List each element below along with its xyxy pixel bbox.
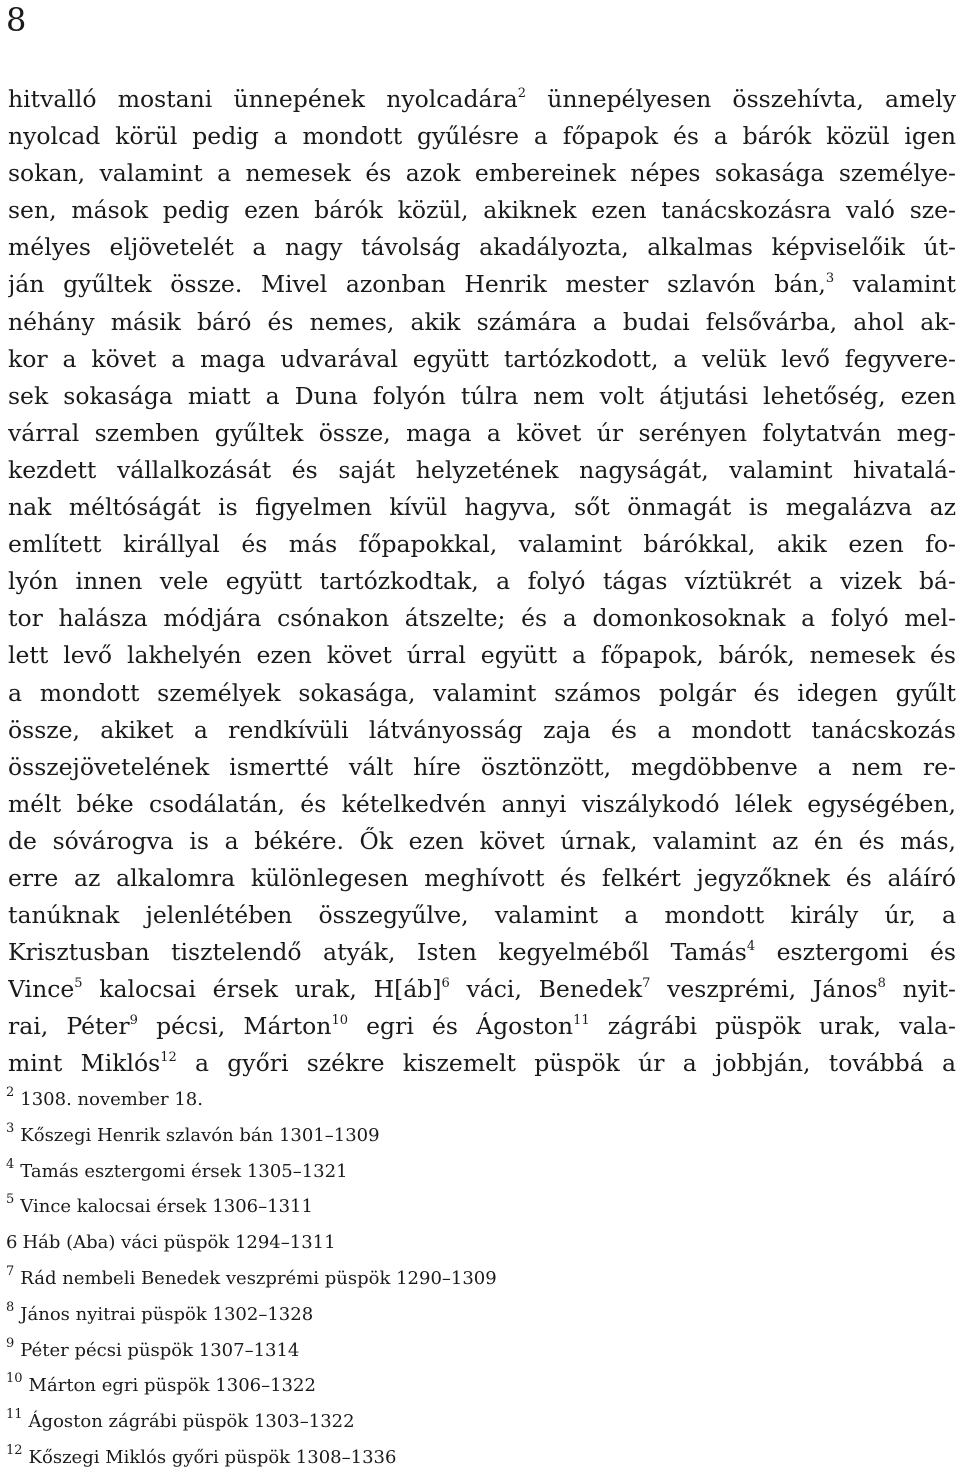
text-line xyxy=(8,712,956,749)
footnote-number: 3 xyxy=(6,1120,15,1136)
footnote-text: Ágoston zágrábi püspök 1303–1322 xyxy=(28,1411,355,1433)
text-segment: nyolcad körül pedig a mondott gyűlésre a főpapok és a bárók közül igen xyxy=(8,122,956,151)
text-segment: mint Miklós xyxy=(8,1049,161,1078)
text-line xyxy=(8,304,956,341)
text-segment: sen, mások pedig ezen bárók közül, akiknek ezen tanácskozásra való sze- xyxy=(8,196,956,225)
text-segment: néhány másik báró és nemes, akik számára a budai felsővárba, ahol ak- xyxy=(8,307,956,336)
text-line xyxy=(8,675,956,712)
text-segment: Vince xyxy=(8,975,75,1004)
text-segment: sek sokasága miatt a Duna folyón túlra nem volt átjutási lehetőség, ezen xyxy=(8,381,956,410)
footnote-text: Vince kalocsai érsek 1306–1311 xyxy=(20,1196,313,1218)
text-line xyxy=(8,341,956,378)
body-text xyxy=(8,81,956,1083)
text-line xyxy=(8,600,956,637)
footnote-text: Márton egri püspök 1306–1322 xyxy=(28,1375,316,1397)
text-segment: erre az alkalomra különlegesen meghívott és felkért jegyzőknek és aláíró xyxy=(8,863,956,892)
footnote xyxy=(6,1297,946,1333)
footnote-reference: 2 xyxy=(517,86,527,101)
footnotes xyxy=(6,1082,946,1476)
text-segment: sokan, valamint a nemesek és azok embereinek népes sokasága személye- xyxy=(8,159,956,188)
footnote xyxy=(6,1404,946,1440)
footnote xyxy=(6,1154,946,1190)
footnote xyxy=(6,1333,946,1369)
page-number: 8 xyxy=(6,1,27,39)
footnote-reference: 9 xyxy=(129,1013,138,1029)
text-line xyxy=(8,489,956,526)
text-line xyxy=(8,378,956,415)
footnote-number: 5 xyxy=(6,1192,15,1208)
text-segment: tor halásza módjára csónakon átszelte; és a domonkosoknak a folyó mel- xyxy=(8,604,956,633)
text-segment: zágrábi püspök urak, vala- xyxy=(589,1012,956,1041)
footnote-reference: 6 xyxy=(441,976,450,992)
footnote-reference: 10 xyxy=(331,1013,348,1029)
text-line xyxy=(8,971,956,1008)
text-segment: ünnepélyesen összehívta, amely xyxy=(526,85,956,113)
text-line xyxy=(8,749,956,786)
text-line xyxy=(8,563,956,600)
text-segment: valamint xyxy=(834,270,956,299)
text-segment: kezdett vállalkozását és saját helyzetének nagyságát, valamint hivatalá- xyxy=(8,455,956,484)
text-segment: tanúknak jelenlétében összegyűlve, valamint a mondott király úr, a xyxy=(8,901,956,930)
text-segment: a győri székre kiszemelt püspök úr a jobbján, továbbá a xyxy=(176,1049,956,1078)
footnote-text: Tamás esztergomi érsek 1305–1321 xyxy=(20,1160,348,1182)
text-segment: hitvalló mostani ünnepének nyolcadára xyxy=(8,85,518,113)
footnote-reference: 12 xyxy=(160,1050,177,1066)
footnote-number: 10 xyxy=(6,1371,23,1387)
footnote-reference: 8 xyxy=(877,976,886,992)
footnote xyxy=(6,1368,946,1404)
footnote xyxy=(6,1118,946,1154)
text-segment: lyón innen vele együtt tartózkodtak, a folyó tágas víztükrét a vizek bá- xyxy=(8,567,956,596)
footnote xyxy=(6,1082,946,1118)
text-line xyxy=(8,192,956,229)
text-segment: említett királlyal és más főpapokkal, valamint bárókkal, akik ezen fo- xyxy=(8,530,956,559)
text-segment: váci, Benedek xyxy=(449,975,643,1004)
footnote-text: Kőszegi Henrik szlavón bán 1301–1309 xyxy=(20,1124,380,1146)
text-line xyxy=(8,452,956,489)
footnote-reference: 7 xyxy=(642,976,651,992)
footnote-text: Rád nembeli Benedek veszprémi püspök 1290–1309 xyxy=(20,1267,497,1289)
text-line xyxy=(8,415,956,452)
text-segment: kalocsai érsek urak, H[áb] xyxy=(82,975,442,1004)
text-segment: a mondott személyek sokasága, valamint számos polgár és idegen gyűlt xyxy=(8,678,956,707)
text-line xyxy=(8,266,956,303)
footnote-text: Háb (Aba) váci püspök 1294–1311 xyxy=(22,1232,336,1254)
footnote-text: Kőszegi Miklós győri püspök 1308–1336 xyxy=(28,1446,397,1468)
text-line xyxy=(8,934,956,971)
footnote xyxy=(6,1261,946,1297)
text-segment: lett levő lakhelyén ezen követ úrral együtt a főpapok, bárók, nemesek és xyxy=(8,641,956,670)
text-segment: de sóvárogva is a békére. Ők ezen követ úrnak, valamint az én és más, xyxy=(8,826,956,855)
footnote-number: 7 xyxy=(6,1263,15,1279)
text-segment: ján gyűltek össze. Mivel azonban Henrik mester szlavón bán, xyxy=(8,270,826,299)
footnote-reference: 4 xyxy=(746,939,756,955)
text-segment: egri és Ágoston xyxy=(347,1012,574,1041)
text-segment: Krisztusban tisztelendő atyák, Isten kegyelméből Tamás xyxy=(8,938,747,967)
footnote-number: 11 xyxy=(6,1407,23,1423)
footnote-number: 9 xyxy=(6,1335,15,1351)
text-segment: rai, Péter xyxy=(8,1012,130,1041)
text-line xyxy=(8,637,956,674)
text-line xyxy=(8,786,956,823)
text-segment: veszprémi, János xyxy=(650,975,878,1004)
text-line xyxy=(8,1045,956,1082)
text-line xyxy=(8,526,956,563)
text-segment: össze, akiket a rendkívüli látványosság zaja és a mondott tanácskozás xyxy=(8,715,956,744)
text-line xyxy=(8,860,956,897)
footnote-number: 6 xyxy=(6,1232,18,1254)
footnote-text: Péter pécsi püspök 1307–1314 xyxy=(20,1339,300,1361)
text-line xyxy=(8,823,956,860)
text-segment: összejövetelének ismertté vált híre ösztönzött, megdöbbenve a nem re- xyxy=(8,752,956,781)
text-segment: nyit- xyxy=(885,975,956,1004)
text-line xyxy=(8,1008,956,1045)
footnote-reference: 11 xyxy=(573,1013,590,1029)
text-segment: mélyes eljövetelét a nagy távolság akadályozta, alkalmas képviselőik út- xyxy=(8,233,956,262)
text-line xyxy=(8,229,956,266)
footnote xyxy=(6,1189,946,1225)
footnote-text: 1308. november 18. xyxy=(20,1089,203,1110)
footnote xyxy=(6,1440,946,1476)
footnote-number: 8 xyxy=(6,1299,15,1315)
footnote-text: János nyitrai püspök 1302–1328 xyxy=(20,1303,314,1325)
text-segment: várral szemben gyűltek össze, maga a követ úr serényen folytatván meg- xyxy=(8,418,956,447)
footnote-reference: 3 xyxy=(825,271,835,287)
footnote-reference: 5 xyxy=(74,976,83,992)
text-segment: pécsi, Márton xyxy=(137,1012,332,1041)
text-segment: esztergomi és xyxy=(755,938,956,967)
text-segment: mélt béke csodálatán, és kételkedvén annyi viszálykodó lélek egységében, xyxy=(8,789,956,818)
text-segment: kor a követ a maga udvarával együtt tartózkodott, a velük levő fegyvere- xyxy=(8,344,956,373)
footnote xyxy=(6,1225,946,1261)
text-line xyxy=(8,897,956,934)
footnote-number: 2 xyxy=(6,1085,15,1100)
text-line xyxy=(8,81,956,118)
footnote-number: 12 xyxy=(6,1442,23,1458)
text-line xyxy=(8,118,956,155)
footnote-number: 4 xyxy=(6,1156,15,1172)
text-line xyxy=(8,155,956,192)
text-segment: nak méltóságát is figyelmen kívül hagyva, sőt önmagát is megalázva az xyxy=(8,493,956,522)
